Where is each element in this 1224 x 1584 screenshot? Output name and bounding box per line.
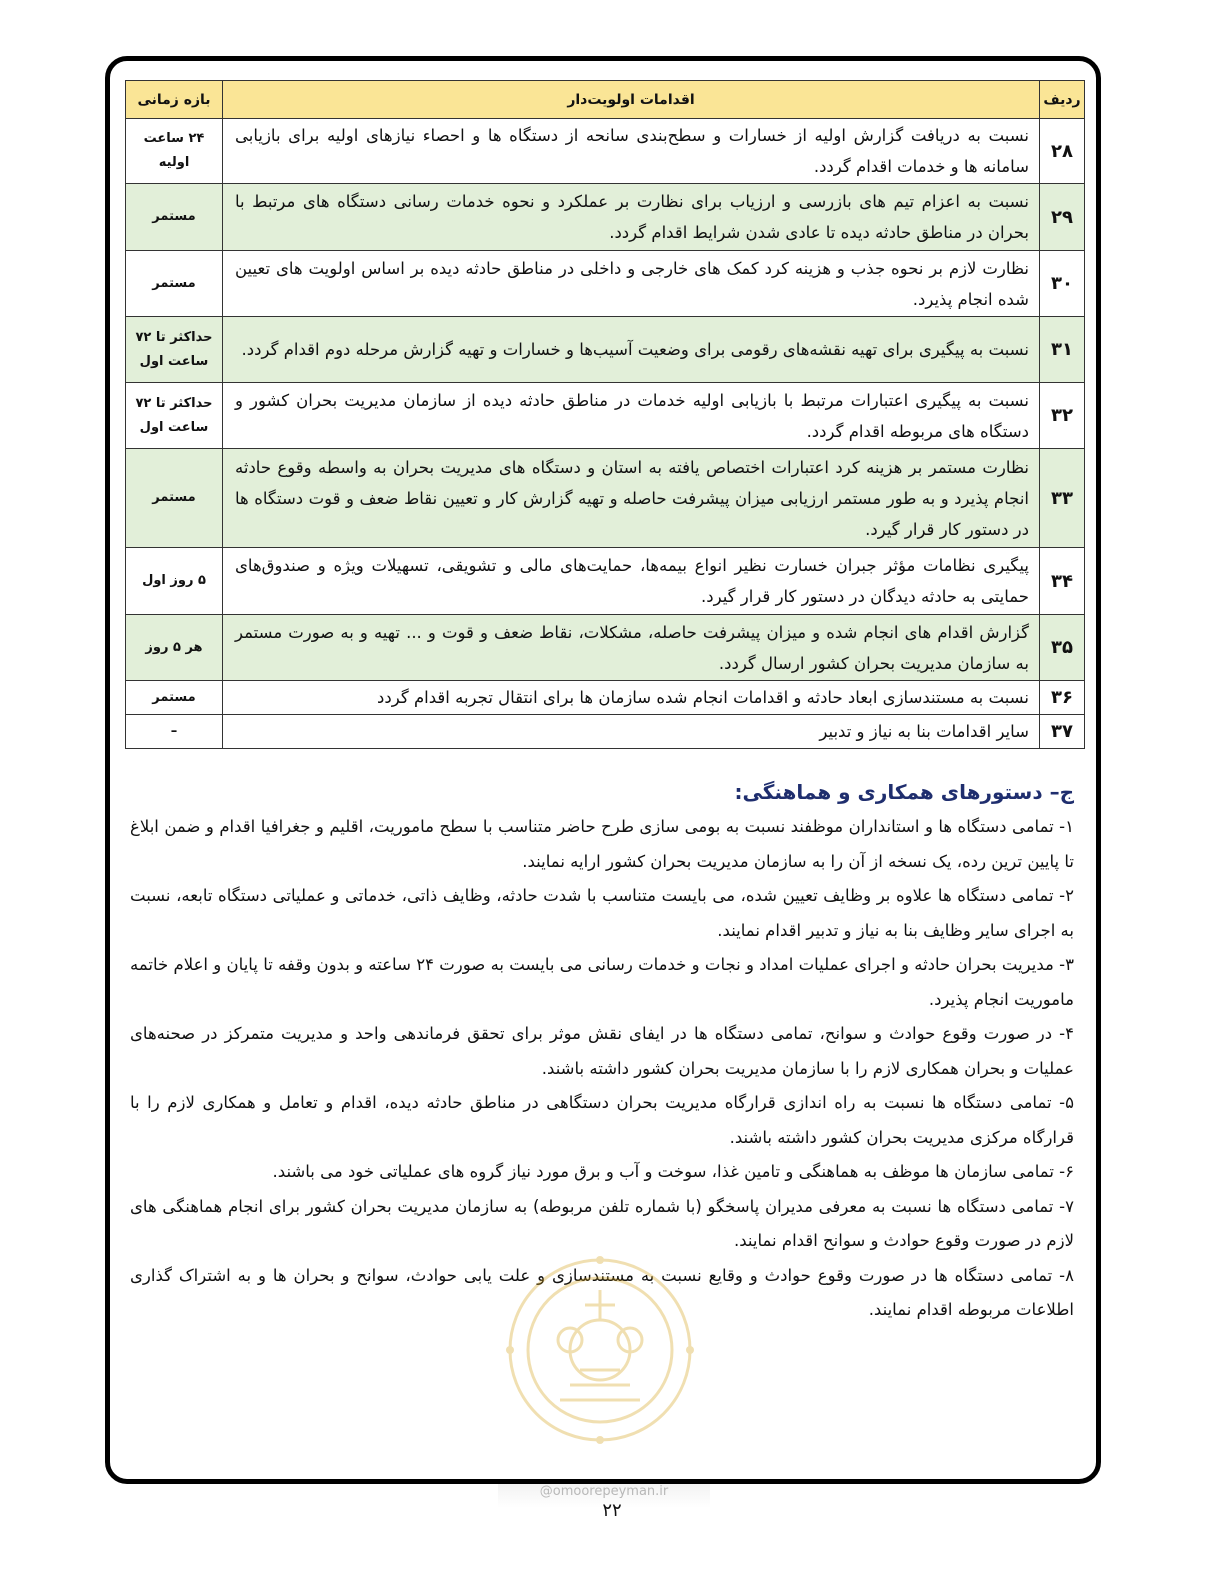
row-action: نظارت مستمر بر هزینه کرد اعتبارات اختصاص یافته به استان و دستگاه های مدیریت بحران به واسطه وقوع حادثه انجام پذیرد و به طور مستمر ارزیابی میزان پیشرفت حاصله و تهیه گزارش کار و تعیین نقاط ضعف و قوت دستگاه ها در دستور کار قرار گیرد. [223,449,1040,548]
table-row [126,184,1085,251]
row-time: مستمر [126,184,223,251]
table-row [126,251,1085,317]
row-time: هر ۵ روز [126,615,223,681]
coordination-section [130,780,1074,1328]
paragraph: ۵- تمامی دستگاه ها نسبت به راه اندازی قرارگاه مدیریت بحران دستگاهی در مناطق حادثه دیده، اقدام و تعامل و همکاری لازم را با قرارگاه مرکزی مدیریت بحران کشور داشته باشند. [130,1093,1074,1147]
row-action: نسبت به دریافت گزارش اولیه از خسارات و سطح‌بندی سانحه از دستگاه ها و احصاء نیازهای اولیه برای بازیابی سامانه ها و خدمات اقدام گردد. [223,119,1040,184]
row-index: ۲۸ [1040,119,1085,184]
table-row [126,449,1085,548]
table-row [126,715,1085,749]
header-action: اقدامات اولویت‌دار [223,81,1040,119]
watermark-url: @omoorepeyman.ir [498,1484,710,1508]
row-index: ۳۴ [1040,548,1085,615]
header-time: بازه زمانی [126,81,223,119]
paragraph: ۶- تمامی سازمان ها موظف به هماهنگی و تامین غذا، سوخت و آب و برق مورد نیاز گروه های عملیاتی خود می باشند. [272,1162,1074,1181]
table-row [126,681,1085,715]
row-index: ۳۶ [1040,681,1085,715]
row-action: پیگیری نظامات مؤثر جبران خسارت نظیر انواع بیمه‌ها، حمایت‌های مالی و تشویقی، تسهیلات ویژه و صندوق‌های حمایتی به حادثه دیدگان در دستور کار قرار گیرد. [223,548,1040,615]
table-row [126,615,1085,681]
table-row [126,548,1085,615]
row-action: نسبت به اعزام تیم های بازرسی و ارزیاب برای نظارت بر عملکرد و نحوه خدمات رسانی دستگاه های مرتبط با بحران در مناطق حادثه دیده تا عادی شدن شرایط اقدام گردد. [223,184,1040,251]
row-time: مستمر [126,449,223,548]
paragraph: ۷- تمامی دستگاه ها نسبت به معرفی مدیران پاسخگو (با شماره تلفن مربوطه) به سازمان مدیریت بحران کشور برای انجام هماهنگی های لازم در صورت وقوع حوادث و سوانح اقدام نمایند. [130,1196,1074,1250]
row-index: ۲۹ [1040,184,1085,251]
row-time: حداکثر تا ۷۲ ساعت اول [126,317,223,383]
priority-actions-table [125,80,1085,749]
header-index: ردیف [1040,81,1085,119]
row-action: نسبت به پیگیری برای تهیه نقشه‌های رقومی برای وضعیت آسیب‌ها و خسارات و تهیه گزارش مرحله دوم اقدام گردد. [223,317,1040,383]
paragraph: ۸- تمامی دستگاه ها در صورت وقوع حوادث و وقایع نسبت به مستندسازی و علت یابی حوادث، سوانح و بحران ها و به اشتراک گذاری اطلاعات مربوطه اقدام نمایند. [130,1265,1074,1319]
paragraph: ۳- مدیریت بحران حادثه و اجرای عملیات امداد و نجات و خدمات رسانی می بایست به صورت ۲۴ ساعته و بدون وقفه تا پایان و اعلام خاتمه ماموریت انجام پذیرد. [130,955,1074,1009]
row-action: سایر اقدامات بنا به نیاز و تدبیر [223,715,1040,749]
table-row [126,383,1085,449]
row-index: ۳۱ [1040,317,1085,383]
row-index: ۳۰ [1040,251,1085,317]
row-time: ۵ روز اول [126,548,223,615]
section-title: ج– دستورهای همکاری و هماهنگی: [734,780,1074,804]
row-index: ۳۲ [1040,383,1085,449]
paragraph: ۱- تمامی دستگاه ها و استانداران موظفند نسبت به بومی سازی طرح حاضر متناسب با سطح ماموریت، اقلیم و جغرافیا اقدام و ضمن ابلاغ تا پایین ترین رده، یک نسخه از آن را به سازمان مدیریت بحران کشور ارایه نمایند. [130,817,1074,871]
row-time: مستمر [126,251,223,317]
row-index: ۳۷ [1040,715,1085,749]
row-time: ۲۴ ساعت اولیه [126,119,223,184]
paragraph: ۲- تمامی دستگاه ها علاوه بر وظایف تعیین شده، می بایست متناسب با شدت حادثه، وظایف ذاتی، خدماتی و عملیاتی دستگاه تابعه، نسبت به اجرای سایر وظایف بنا به نیاز و تدبیر اقدام نمایند. [130,886,1074,940]
row-action: گزارش اقدام های انجام شده و میزان پیشرفت حاصله، مشکلات، نقاط ضعف و قوت و ... تهیه و به صورت مستمر به سازمان مدیریت بحران کشور ارسال گردد. [223,615,1040,681]
row-time: حداکثر تا ۷۲ ساعت اول [126,383,223,449]
paragraph: ۴- در صورت وقوع حوادث و سوانح، تمامی دستگاه ها در ایفای نقش موثر برای تحقق فرماندهی واحد و مدیریت متمرکز در صحنه‌های عملیات و بحران همکاری لازم را با سازمان مدیریت بحران کشور داشته باشند. [130,1024,1074,1078]
row-action: نسبت به پیگیری اعتبارات مرتبط با بازیابی اولیه خدمات در مناطق حادثه دیده از سازمان مدیریت بحران کشور و دستگاه های مربوطه اقدام گردد. [223,383,1040,449]
page-number: ۲۲ [602,1500,622,1521]
row-time: مستمر [126,681,223,715]
row-time: – [126,715,223,749]
row-action: نظارت لازم بر نحوه جذب و هزینه کرد کمک های خارجی و داخلی در مناطق حادثه دیده بر اساس اولویت های تعیین شده انجام پذیرد. [223,251,1040,317]
table-header-row [126,81,1085,119]
table-row [126,119,1085,184]
row-index: ۳۳ [1040,449,1085,548]
row-index: ۳۵ [1040,615,1085,681]
row-action: نسبت به مستندسازی ابعاد حادثه و اقدامات انجام شده سازمان ها برای انتقال تجربه اقدام گردد [223,681,1040,715]
table-row [126,317,1085,383]
